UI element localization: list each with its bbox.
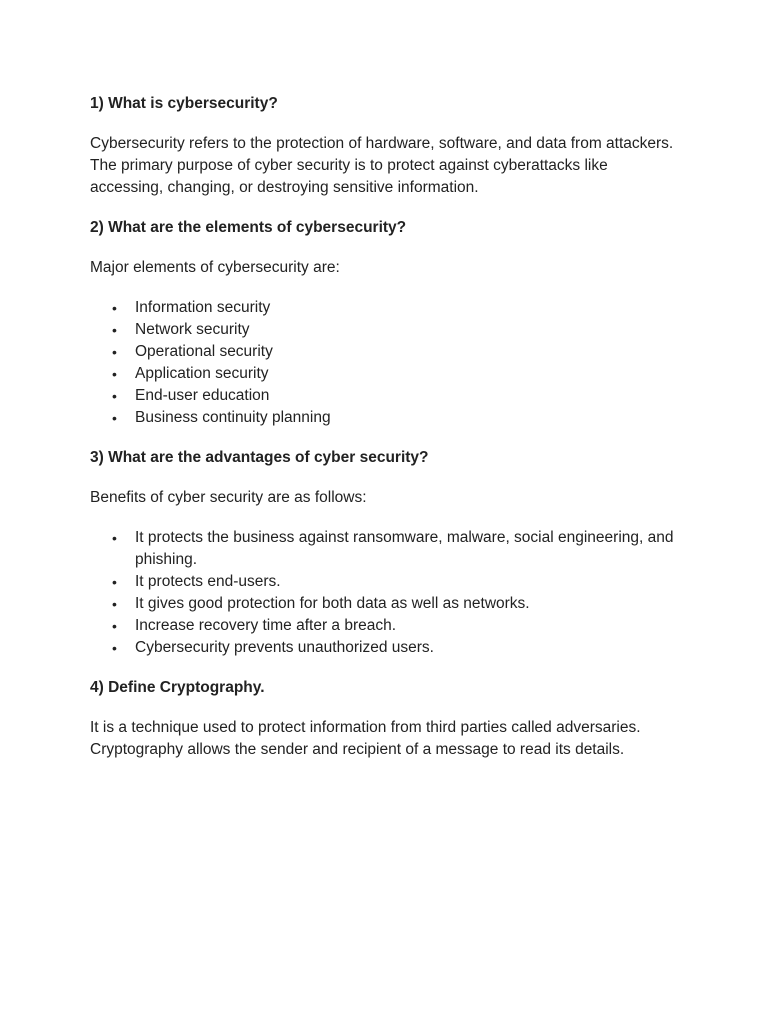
list-item	[90, 363, 678, 385]
section-paragraph: Major elements of cybersecurity are:	[90, 259, 340, 276]
section-elements-of-cybersecurity	[90, 217, 678, 429]
list-item-text: It protects end-users.	[135, 573, 281, 590]
list-item	[90, 637, 678, 659]
section-what-is-cybersecurity	[90, 93, 678, 199]
section-paragraph: It is a technique used to protect information from third parties called adversaries. Cryptography allows the sender and recipient of a message to read its details.	[90, 719, 641, 758]
bullet-icon: •	[112, 530, 117, 546]
list-item	[90, 527, 678, 571]
bullet-icon: •	[112, 300, 117, 316]
bullet-list	[90, 297, 678, 429]
list-item-text: It gives good protection for both data as well as networks.	[135, 595, 530, 612]
list-item	[90, 571, 678, 593]
list-item-text: Information security	[135, 299, 271, 316]
section-heading: 1) What is cybersecurity?	[90, 95, 278, 112]
list-item-text: Cybersecurity prevents unauthorized users.	[135, 639, 434, 656]
list-item	[90, 615, 678, 637]
list-item	[90, 407, 678, 429]
bullet-list	[90, 527, 678, 659]
section-paragraph: Cybersecurity refers to the protection of hardware, software, and data from attackers. The primary purpose of cyber security is to protect against cyberattacks like accessing, changing, or destroying sensitive information.	[90, 135, 674, 196]
bullet-icon: •	[112, 596, 117, 612]
section-heading: 4) Define Cryptography.	[90, 679, 265, 696]
list-item	[90, 319, 678, 341]
bullet-icon: •	[112, 640, 117, 656]
list-item	[90, 341, 678, 363]
bullet-icon: •	[112, 366, 117, 382]
bullet-icon: •	[112, 574, 117, 590]
list-item-text: Network security	[135, 321, 250, 338]
bullet-icon: •	[112, 388, 117, 404]
bullet-icon: •	[112, 322, 117, 338]
section-advantages-of-cyber-security	[90, 447, 678, 659]
section-heading: 2) What are the elements of cybersecurity?	[90, 219, 407, 236]
bullet-icon: •	[112, 618, 117, 634]
list-item-text: Application security	[135, 365, 269, 382]
list-item-text: Operational security	[135, 343, 273, 360]
list-item-text: Business continuity planning	[135, 409, 331, 426]
bullet-icon: •	[112, 344, 117, 360]
section-heading: 3) What are the advantages of cyber security?	[90, 449, 429, 466]
section-define-cryptography	[90, 677, 678, 761]
list-item	[90, 385, 678, 407]
bullet-icon: •	[112, 410, 117, 426]
list-item	[90, 593, 678, 615]
list-item-text: End-user education	[135, 387, 270, 404]
document-content	[90, 93, 678, 761]
list-item-text: It protects the business against ransomware, malware, social engineering, and phishing.	[135, 529, 674, 568]
list-item	[90, 297, 678, 319]
section-paragraph: Benefits of cyber security are as follows:	[90, 489, 367, 506]
list-item-text: Increase recovery time after a breach.	[135, 617, 397, 634]
